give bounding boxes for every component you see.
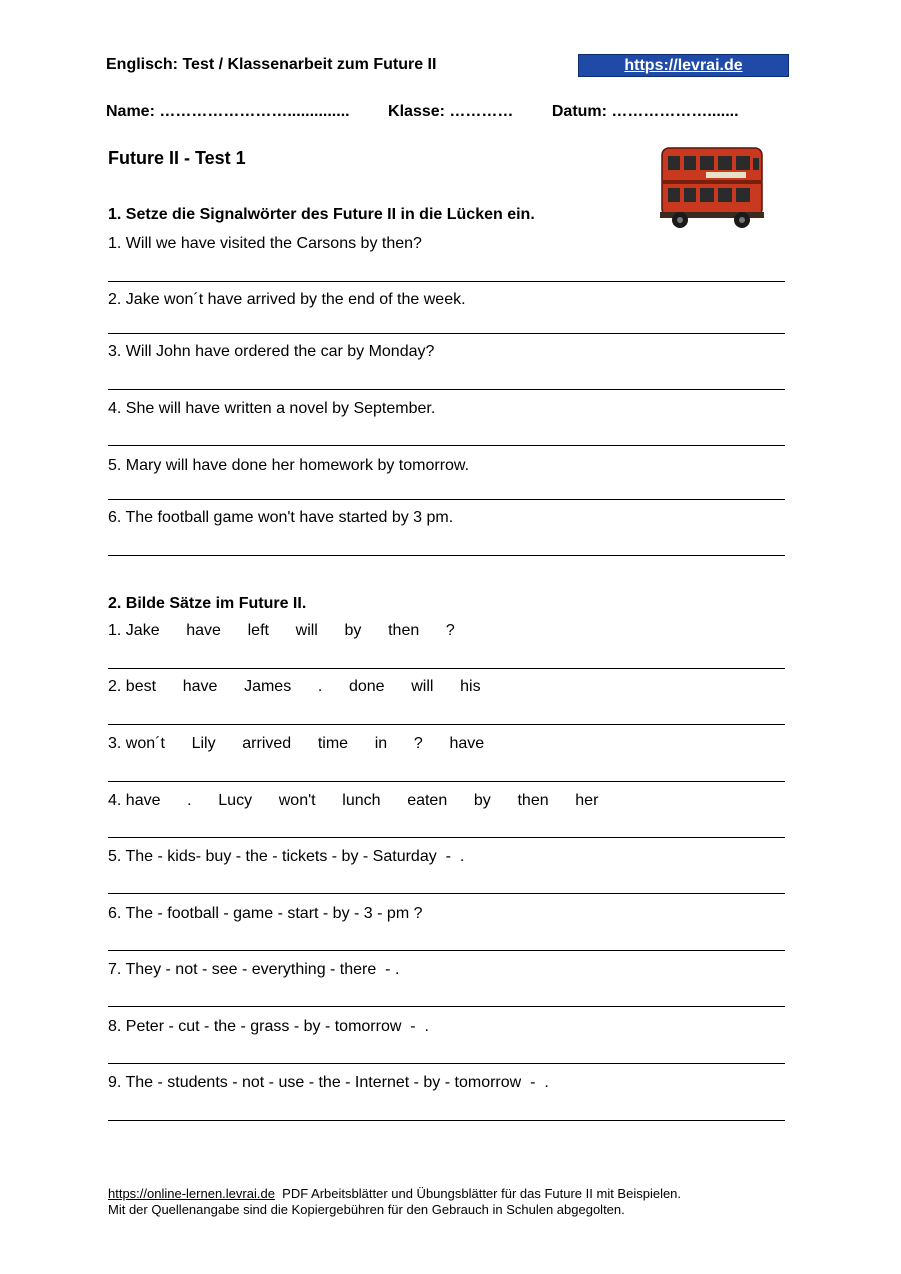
answer-line[interactable] [108,950,785,951]
answer-line[interactable] [108,724,785,725]
answer-line[interactable] [108,499,785,500]
list-item: 5. Mary will have done her homework by tomorrow. [108,457,470,474]
answer-line[interactable] [108,1063,785,1064]
footer-line1 [108,1186,681,1202]
answer-line[interactable] [108,837,785,838]
section1-title: 1. Setze die Signalwörter des Future II in die Lücken ein. [108,206,535,223]
footer [108,1186,681,1218]
list-item: 2. best have James . done will his [108,678,481,695]
answer-line[interactable] [108,1006,785,1007]
list-item: 8. Peter - cut - the - grass - by - tomorrow - . [108,1018,429,1035]
answer-line[interactable] [108,445,785,446]
answer-line[interactable] [108,781,785,782]
site-link[interactable]: https://levrai.de [578,54,789,77]
answer-line[interactable] [108,281,785,282]
list-item: 3. won´t Lily arrived time in ? have [108,735,485,752]
list-item: 7. They - not - see - everything - there - . [108,961,400,978]
name-field[interactable]: Name: …………………….............. [106,103,350,120]
student-fields [106,103,773,121]
list-item: 6. The - football - game - start - by - 3 - pm ? [108,905,423,922]
list-item: 4. have . Lucy won't lunch eaten by then her [108,792,599,809]
list-item: 2. Jake won´t have arrived by the end of the week. [108,291,466,308]
list-item: 1. Jake have left will by then ? [108,622,455,639]
footer-line1-text: PDF Arbeitsblätter und Übungsblätter für das Future II mit Beispielen. [274,1186,682,1201]
list-item: 9. The - students - not - use - the - Internet - by - tomorrow - . [108,1074,549,1091]
klasse-field[interactable]: Klasse: ………… [388,103,514,120]
answer-line[interactable] [108,893,785,894]
test-title: Future II - Test 1 [108,148,246,168]
answer-line[interactable] [108,389,785,390]
list-item: 1. Will we have visited the Carsons by then? [108,235,422,252]
footer-line2: Mit der Quellenangabe sind die Kopiergebühren für den Gebrauch in Schulen abgegolten. [108,1202,625,1217]
footer-link[interactable]: https://online-lernen.levrai.de [108,1186,275,1201]
bus-icon [658,144,768,230]
list-item: 3. Will John have ordered the car by Monday? [108,343,435,360]
answer-line[interactable] [108,333,785,334]
list-item: 4. She will have written a novel by September. [108,400,436,417]
worksheet-header-title: Englisch: Test / Klassenarbeit zum Future II [106,56,437,73]
answer-line[interactable] [108,555,785,556]
list-item: 6. The football game won't have started by 3 pm. [108,509,454,526]
datum-field[interactable]: Datum: ………………....... [551,103,739,120]
list-item: 5. The - kids- buy - the - tickets - by - Saturday - . [108,848,465,865]
answer-line[interactable] [108,1120,785,1121]
answer-line[interactable] [108,668,785,669]
section2-title: 2. Bilde Sätze im Future II. [108,595,307,612]
